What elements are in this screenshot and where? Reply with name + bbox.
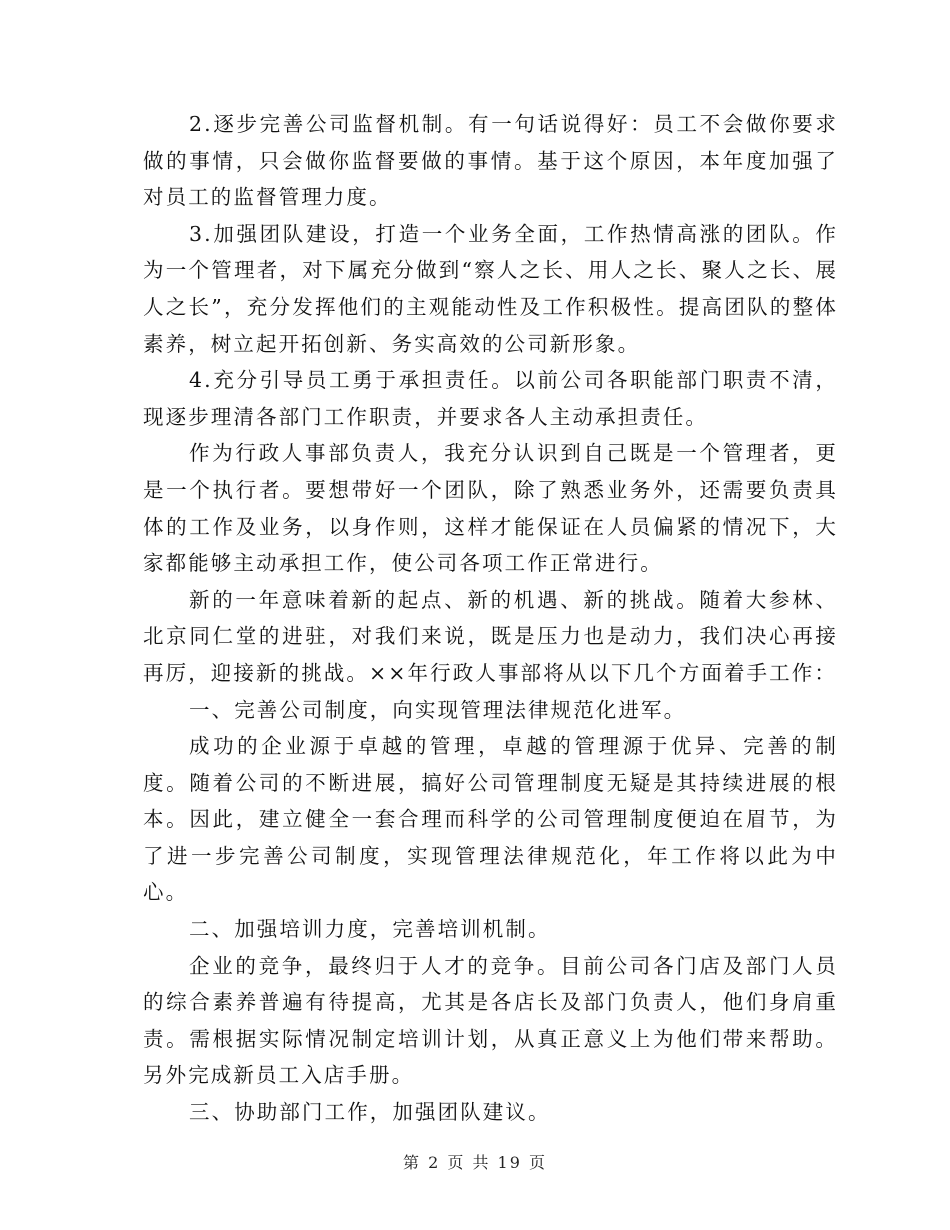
paragraph: 2.逐步完善公司监督机制。有一句话说得好：员工不会做你要求做的事情，只会做你监督要做的事情。基于这个原因，本年度加强了对员工的监督管理力度。 [143, 112, 838, 210]
section-heading: 三、协助部门工作，加强团队建议。 [189, 1100, 551, 1125]
paragraph: 4.充分引导员工勇于承担责任。以前公司各职能部门职责不清，现逐步理清各部门工作职责，并要求各人主动承担责任。 [143, 368, 838, 429]
page-number-footer [0, 1150, 950, 1173]
section-heading: 一、完善公司制度，向实现管理法律规范化进军。 [189, 697, 687, 722]
paragraph: 企业的竞争，最终归于人才的竞争。目前公司各门店及部门人员的综合素养普遍有待提高，尤其是各店长及部门负责人，他们身肩重责。需根据实际情况制定培训计划，从真正意义上为他们带来帮助。另外完成新员工入店手册。 [143, 953, 838, 1088]
page-number-text: 第 2 页 共 19 页 [403, 1153, 547, 1172]
paragraph: 作为行政人事部负责人，我充分认识到自己既是一个管理者，更是一个执行者。要想带好一个团队，除了熟悉业务外，还需要负责具体的工作及业务，以身作则，这样才能保证在人员偏紧的情况下，大家都能够主动承担工作，使公司各项工作正常进行。 [143, 441, 838, 576]
section-heading: 二、加强培训力度，完善培训机制。 [189, 917, 551, 942]
paragraph: 成功的企业源于卓越的管理，卓越的管理源于优异、完善的制度。随着公司的不断进展，搞好公司管理制度无疑是其持续进展的根本。因此，建立健全一套合理而科学的公司管理制度便迫在眉节，为了进一步完善公司制度，实现管理法律规范化，年工作将以此为中心。 [143, 734, 838, 905]
paragraph: 新的一年意味着新的起点、新的机遇、新的挑战。随着大参林、北京同仁堂的进驻，对我们来说，既是压力也是动力，我们决心再接再厉，迎接新的挑战。××年行政人事部将从以下几个方面着手工作： [143, 587, 838, 685]
document-body [143, 106, 838, 1131]
paragraph: 3.加强团队建设，打造一个业务全面，工作热情高涨的团队。作为一个管理者，对下属充分做到“察人之长、用人之长、聚人之长、展人之长”，充分发挥他们的主观能动性及工作积极性。提高团队的整体素养，树立起开拓创新、务实高效的公司新形象。 [143, 221, 838, 356]
